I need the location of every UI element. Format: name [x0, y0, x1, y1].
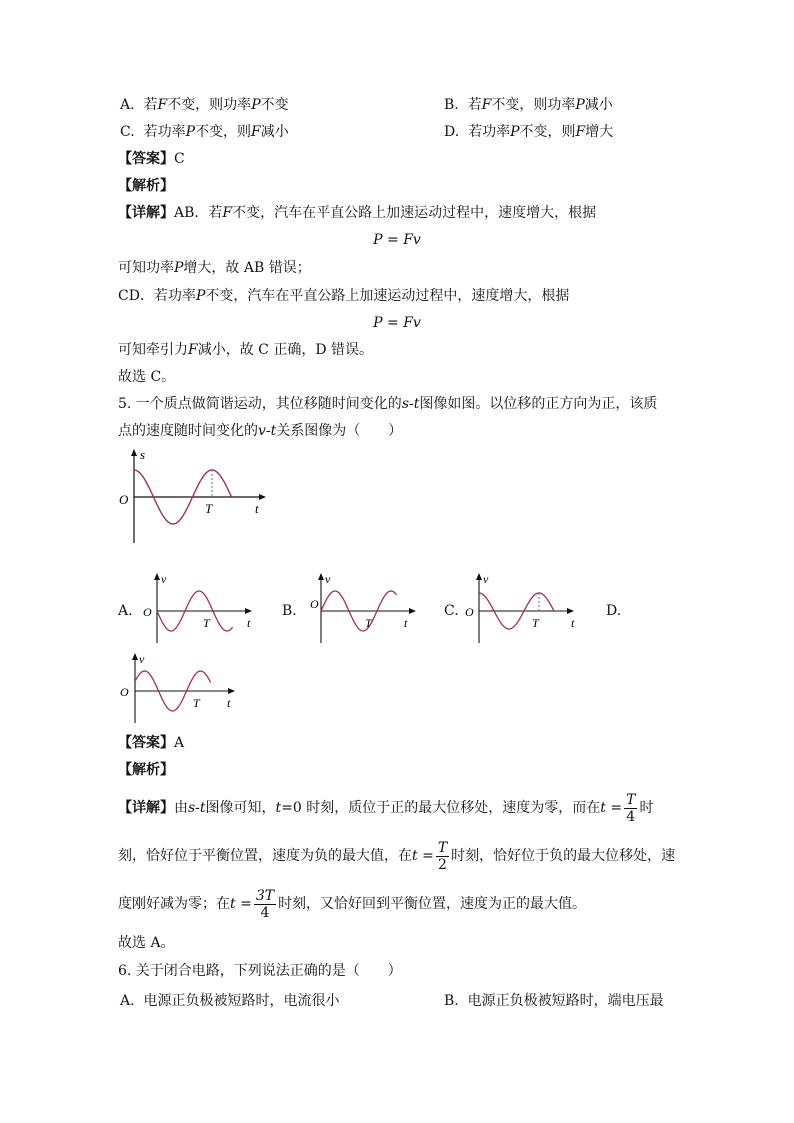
option-a[interactable]: A. 若F不变，则功率P不变	[120, 97, 289, 113]
q6-option-b[interactable]: B. 电源正负极被短路时，端电压最	[444, 993, 664, 1009]
svg-text:t: t	[247, 616, 251, 630]
origin-label: O	[119, 492, 129, 507]
formula-2: P = Fv	[373, 315, 421, 331]
q4-detail-line2: 可知功率P增大，故 AB 错误；	[118, 260, 311, 276]
svg-text:O: O	[310, 597, 319, 611]
graph-option-d-label[interactable]: D.	[606, 603, 622, 619]
s-axis-arrow	[131, 449, 137, 456]
q4-analysis-tag: 【解析】	[118, 178, 174, 194]
q4-answer: 【答案】C	[118, 151, 185, 167]
q4-conclusion: 故选 C。	[118, 369, 176, 385]
q6-stem: 6. 关于闭合电路，下列说法正确的是（ ）	[118, 963, 402, 979]
svg-text:O: O	[143, 605, 152, 619]
t-label: t	[255, 501, 259, 516]
graph-option-a-label[interactable]: A.	[118, 603, 133, 619]
q5-conclusion: 故选 A。	[118, 935, 175, 951]
svg-text:O: O	[120, 685, 129, 699]
q5-answer: 【答案】A	[118, 735, 185, 751]
q6-option-a[interactable]: A. 电源正负极被短路时，电流很小	[120, 993, 340, 1009]
formula-1: P = Fv	[373, 232, 421, 248]
s-t-graph	[115, 447, 280, 547]
svg-text:t: t	[227, 696, 231, 710]
svg-text:T: T	[365, 616, 372, 630]
graph-option-c[interactable]	[462, 571, 587, 646]
svg-text:v: v	[483, 572, 489, 586]
svg-text:T: T	[532, 616, 539, 630]
q4-detail-line3: CD．若功率P不变，汽车在平直公路上加速运动过程中，速度增大，根据	[118, 288, 570, 304]
s-label: s	[140, 447, 146, 462]
q5-detail-line3: 度刚好减为零；在t = $\frac{3T}{4}$ 时刻，又恰好回到平衡位置，速度为正的最大值。	[118, 887, 587, 921]
graph-option-b-label[interactable]: B.	[282, 603, 297, 619]
option-b[interactable]: B. 若F不变，则功率P减小	[444, 97, 613, 113]
svg-text:t: t	[571, 616, 575, 630]
graph-option-b[interactable]	[304, 571, 429, 646]
svg-text:v: v	[139, 652, 145, 666]
option-d[interactable]: D. 若功率P不变，则F增大	[444, 124, 614, 140]
fraction-t-over-4: $\frac{T}{4}$	[626, 791, 636, 825]
q4-detail-line1: 【详解】AB．若F不变，汽车在平直公路上加速运动过程中，速度增大，根据	[118, 205, 597, 221]
graph-option-c-label[interactable]: C.	[444, 603, 459, 619]
q5-detail-line2: 刻，恰好位于平衡位置，速度为负的最大值，在t = $\frac{T}{2}$ 时刻，恰好位于负的最大位移处，速	[118, 839, 676, 873]
q5-stem-line2: 点的速度随时间变化的v-t关系图像为（ ）	[118, 423, 403, 439]
svg-text:v: v	[325, 572, 331, 586]
svg-text:v: v	[161, 572, 167, 586]
svg-text:T: T	[203, 616, 210, 630]
fraction-3t-over-4: $\frac{3T}{4}$	[255, 887, 275, 921]
fraction-t-over-2: $\frac{T}{2}$	[437, 839, 448, 873]
option-c[interactable]: C. 若功率P不变，则F减小	[120, 124, 289, 140]
q4-detail-line4: 可知牵引力F减小，故 C 正确，D 错误。	[118, 342, 374, 358]
q5-stem-line1: 5. 一个质点做简谐运动，其位移随时间变化的s-t图像如图。以位移的正方向为正，该质	[118, 396, 658, 412]
q5-analysis-tag: 【解析】	[118, 762, 174, 778]
graph-option-d[interactable]	[118, 651, 243, 726]
svg-text:T: T	[193, 696, 200, 710]
q5-detail-line1: 【详解】由s-t图像可知，t=0 时刻，质位于正的最大位移处，速度为零，而在t = $\frac{T}{4}$ 时	[118, 791, 654, 825]
svg-text:t: t	[404, 616, 408, 630]
svg-text:O: O	[465, 605, 474, 619]
graph-option-a[interactable]	[140, 571, 265, 646]
t-axis-arrow	[259, 494, 266, 500]
period-label: T	[205, 501, 213, 516]
